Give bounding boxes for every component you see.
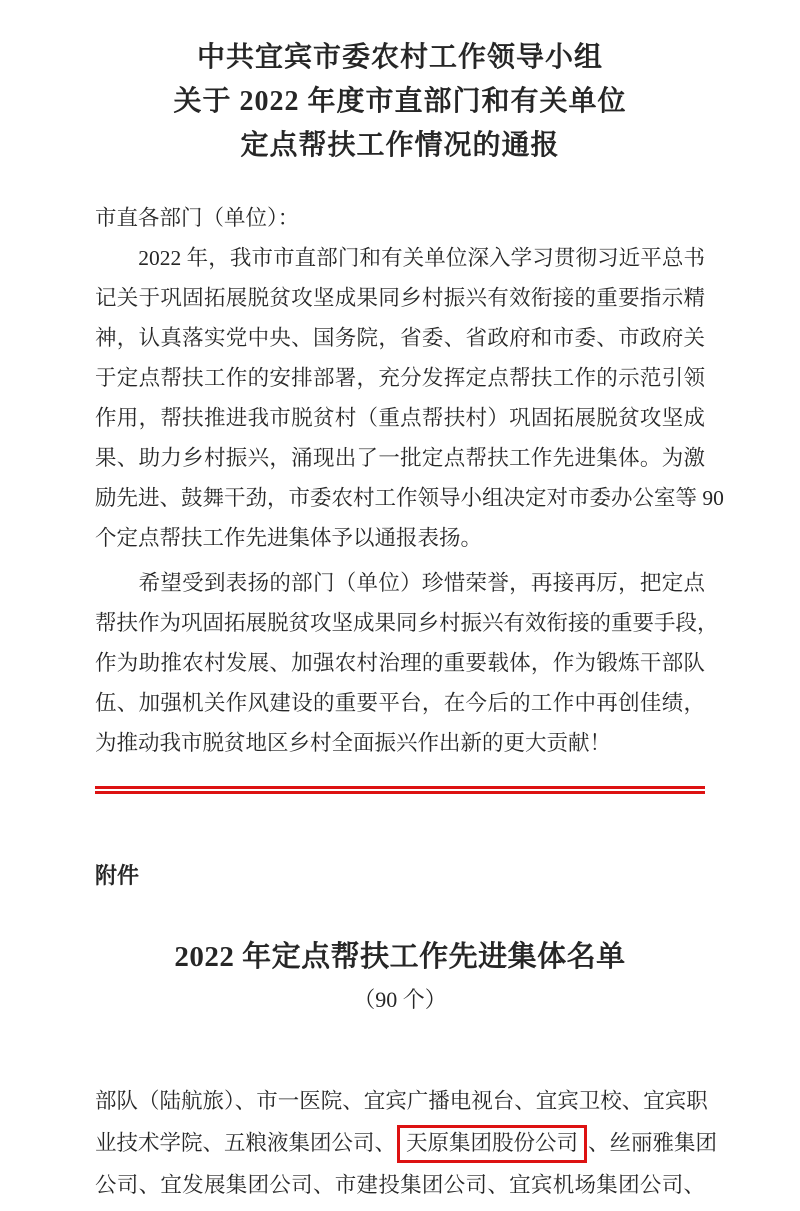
text-segment: 部队（陆航旅）、市一医院、宜宾广播电视台、宜宾卫校、宜宾职 xyxy=(95,1089,708,1113)
text-segment: 作用，帮扶推进我市脱贫村（重点帮扶村）巩固拓展脱贫攻坚成 xyxy=(95,406,705,430)
text-segment: 公司、宜发展集团公司、市建投集团公司、宜宾机场集团公司、 xyxy=(95,1173,705,1197)
text-line xyxy=(95,1122,718,1164)
text-line xyxy=(95,278,705,318)
text-segment: 业技术学院、五粮液集团公司、 xyxy=(95,1131,397,1155)
text-line xyxy=(95,238,705,278)
text-segment: 励先进、鼓舞干劲，市委农村工作领导小组决定对市委办公室等 90 xyxy=(95,486,724,510)
title-line-1: 中共宜宾市委农村工作领导小组 xyxy=(196,42,603,73)
attachment-title: 2022 年定点帮扶工作先进集体名单 xyxy=(174,941,626,973)
attachment-count: （90 个） xyxy=(353,987,447,1012)
text-segment: 记关于巩固拓展脱贫攻坚成果同乡村振兴有效衔接的重要指示精 xyxy=(95,286,705,310)
text-line xyxy=(95,318,705,358)
text-line xyxy=(95,1080,708,1122)
text-segment: 神，认真落实党中央、国务院，省委、省政府和市委、市政府关 xyxy=(95,326,705,350)
text-line xyxy=(95,603,719,643)
text-segment: 果、助力乡村振兴，涌现出了一批定点帮扶工作先进集体。为激 xyxy=(95,446,705,470)
salutation: 市直各部门（单位）： xyxy=(95,206,300,230)
title-line-2: 关于 2022 年度市直部门和有关单位 xyxy=(173,86,627,117)
text-line xyxy=(95,723,705,763)
text-segment: 于定点帮扶工作的安排部署，充分发挥定点帮扶工作的示范引领 xyxy=(95,366,705,390)
text-line xyxy=(95,358,705,398)
text-line xyxy=(95,478,724,518)
paragraph-2 xyxy=(95,563,719,763)
text-line xyxy=(95,518,705,558)
text-segment: 2022 年，我市市直部门和有关单位深入学习贯彻习近平总书 xyxy=(95,246,705,270)
text-line xyxy=(95,643,705,683)
award-list xyxy=(95,1080,718,1206)
highlight-box: 天原集团股份公司 xyxy=(397,1125,587,1163)
paragraph-1 xyxy=(95,238,724,558)
text-line xyxy=(95,398,705,438)
text-line xyxy=(95,1164,705,1206)
text-line xyxy=(95,563,705,603)
document-title xyxy=(95,0,705,168)
red-divider-line xyxy=(95,786,705,794)
text-segment: 伍、加强机关作风建设的重要平台，在今后的工作中再创佳绩， xyxy=(95,691,705,715)
text-segment: 、丝丽雅集团 xyxy=(588,1131,718,1155)
attachment-label: 附件 xyxy=(95,863,140,888)
text-segment: 作为助推农村发展、加强农村治理的重要载体，作为锻炼干部队 xyxy=(95,651,705,675)
text-segment: 帮扶作为巩固拓展脱贫攻坚成果同乡村振兴有效衔接的重要手段， xyxy=(95,611,719,635)
text-segment: 为推动我市脱贫地区乡村全面振兴作出新的更大贡献！ xyxy=(95,731,612,755)
text-line xyxy=(95,438,705,478)
text-line xyxy=(95,683,705,723)
title-line-3: 定点帮扶工作情况的通报 xyxy=(240,130,560,161)
text-segment: 个定点帮扶工作先进集体予以通报表扬。 xyxy=(95,526,483,550)
text-segment: 希望受到表扬的部门（单位）珍惜荣誉，再接再厉，把定点 xyxy=(95,571,705,595)
